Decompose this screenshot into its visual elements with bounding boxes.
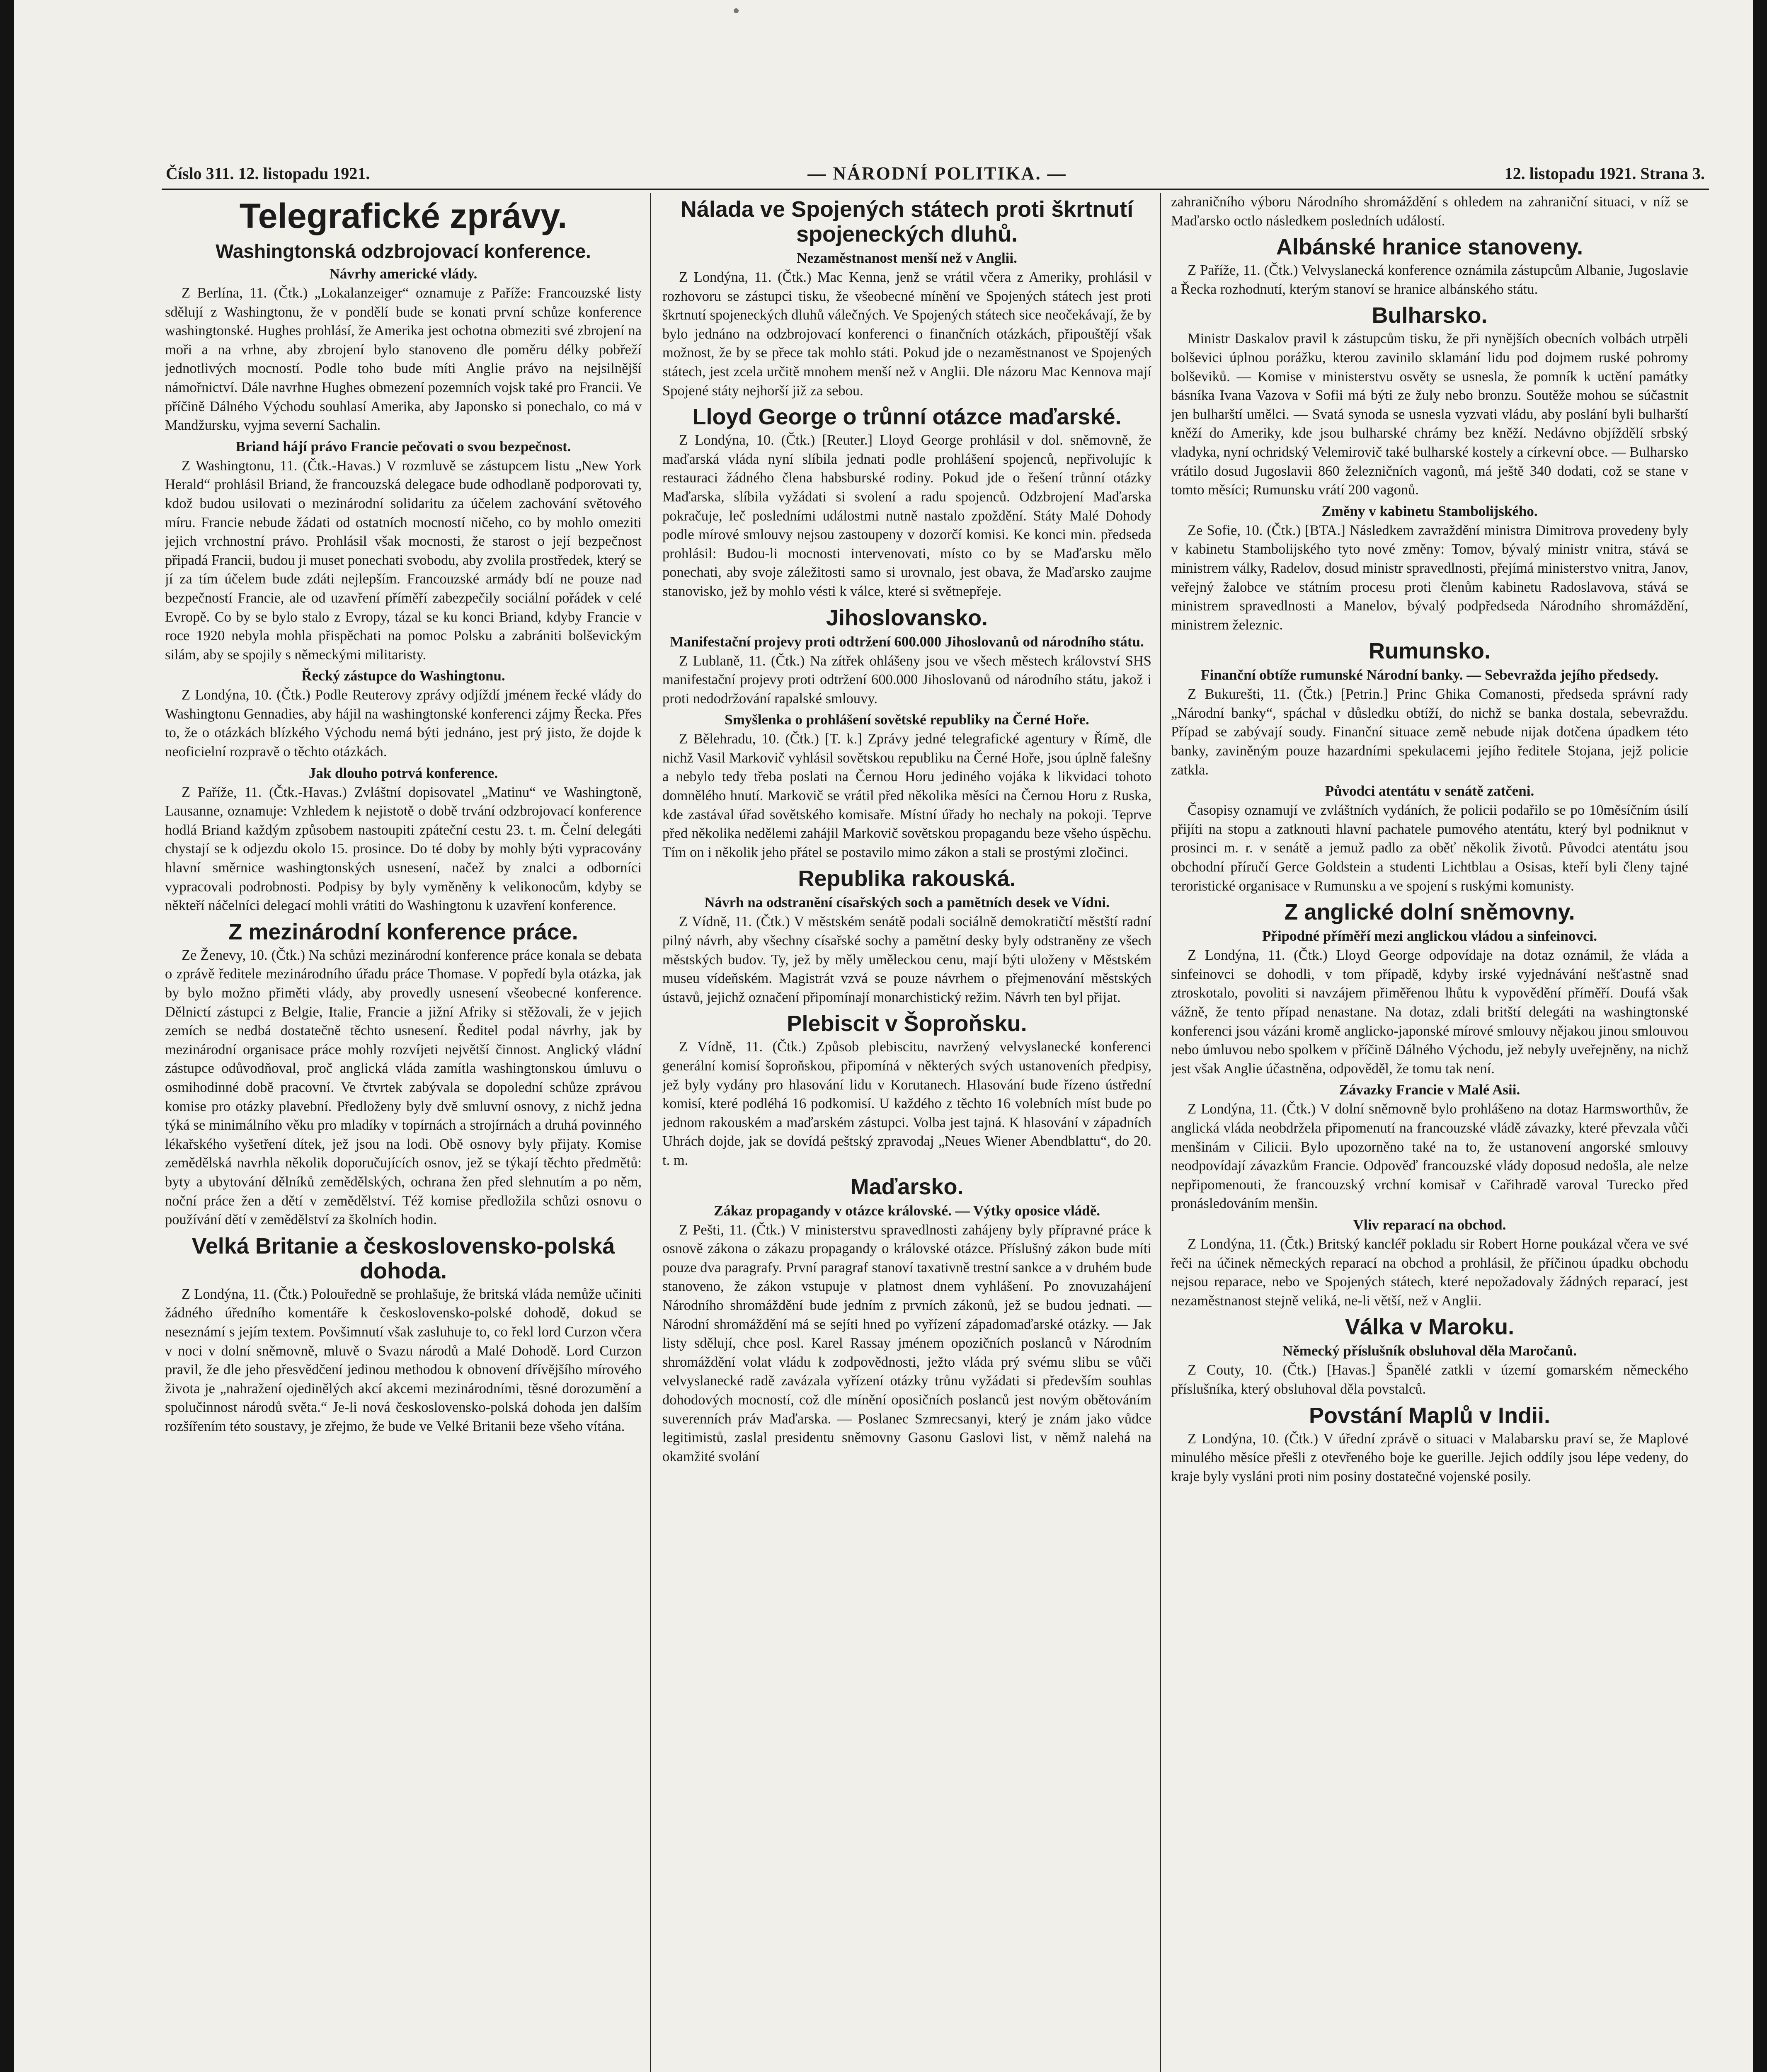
article-paragraph: Z Bukurešti, 11. (Čtk.) [Petrin.] Princ Ghika Comanosti, předseda správní rady „Národní banky“, spáchal v důsledku obtíží, do nichž se banka dostala, sebevraždu. Případ se zabývají soudy. Finanční situace země nebude nijak dotčena úpadkem této banky, zaviněným pouze hazardními spekulacemi jejího ředitele Stojana, jejž policie zatkla. (1171, 686, 1688, 778)
article-paragraph: Z Londýna, 10. (Čtk.) V úřední zprávě o situaci v Malabarsku praví se, že Maplové minulého měsíce přešli z otevřeného boje ke guerille. Jejich oddíly jsou lépe vedeny, do kraje byly vysláni proti nim posiny dostatečné vojenské posily. (1171, 1431, 1688, 1484)
newspaper-title: — NÁRODNÍ POLITIKA. — (807, 163, 1067, 184)
article-paragraph: Z Bělehradu, 10. (Čtk.) [T. k.] Zprávy jedné telegrafické agentury v Římě, dle nichž Vasil Markovič vyhlásil sovětskou republiku na Černé Hoře, jsou úplně falešny a nebylo tedy třeba poslati na Černou Horu jediného vojáka k likvidaci tohoto domnělého hnutí. Markovič se vrátil před několika měsíci na Černou Horu z Ruska, kde zastával úřad sovětského komisaře. Místní úřady ho nechaly na pokoji. Teprve před několika nedělemi zahájil Markovič sovětskou propagandu beze všeho úspěchu. Tím on i několik jeho přátel se postavilo mimo zákon a stali se prostými zločinci. (662, 731, 1151, 860)
article-paragraph: Z Berlína, 11. (Čtk.) „Lokalanzeiger“ oznamuje z Paříže: Francouzské listy sdělují z Washingtonu, že v pondělí bude se konati první schůze konference washingtonské. Hughes prohlásí, že Amerika jest ochotna obmeziti své zbrojení na moři a na vrhne, aby zbrojení bylo stanoveno dle poměru délky pobřeží jednotlivých mocností. Podle toho bude míti Anglie právo na nejsilnější námořnictví. Dále navrhne Hughes obmezení pozemních vojsk také pro Francii. Ve příčině Dálného Východu souhlasí Amerika, aby Japonsko si ponechalo, co má v Mandžursku, vyjma severní Sachalin. (165, 285, 642, 433)
article-paragraph: Z Pešti, 11. (Čtk.) V ministerstvu spravedlnosti zahájeny byly přípravné práce k osnově zákona o zákazu propagandy o královské otázce. Příslušný zákon bude míti pouze dva paragrafy. První paragraf stanoví taxativně trestní sankce a v druhém bude stanoveno, že zákon vstupuje v platnost dnem vyhlášení. Po znovuzahájení Národního shromáždění bude jedním z prvních zákonů, jež se budou jednati. — Národní shromáždění má se sejíti hned po vyřízení západomaďarské otázky. — Jak listy sdělují, chce posl. Karel Rassay jménem opozičních poslanců v Národním shromáždění volat vládu k zodpovědnosti, ježto vláda prý svému slibu se vůči velvyslanecké radě zavázala vyřízení otázky trůnu vyžádati si především souhlas dohodových mocností, což dle mínění oposičních poslanců jest novým obětováním suverenních práv Maďarska. — Poslanec Szmrecsanyi, který je znám jako vůdce legitimistů, zaslal presidentu sněmovny Gasonu Gaslovi list, v němž nalehá na okamžité svolání (662, 1222, 1151, 1464)
header-right: 12. listopadu 1921. Strana 3. (1504, 164, 1705, 183)
subhead-primeri: Připodné příměří mezi anglickou vládou a sinfeinovci. (1262, 928, 1597, 944)
subhead-smyslenka: Smyšlenka o prohlášení sovětské republiky na Černé Hoře. (725, 712, 1089, 728)
column-1 (165, 193, 642, 2072)
article-paragraph: Z Vídně, 11. (Čtk.) V městském senátě podali sociálně demokratičtí městští radní pilný návrh, aby všechny císařské sochy a pamětní desky byly odstraněny ze všech městských budov. Ty, jež by měly uměleckou cenu, mají býti uloženy v Městském museu vídeňském. Magistrát vzvá se pouze návrhem o přejmenování městských ústavů, jejichž označení připomínají monarchistický režim. Návrh ten byl přijat. (662, 914, 1151, 1005)
headline-valka-v-maroku: Válka v Maroku. (1345, 1314, 1515, 1340)
headline-bulharsko: Bulharsko. (1372, 303, 1488, 328)
headline-rumunsko: Rumunsko. (1368, 639, 1491, 664)
subhead-manifestacni-projevy: Manifestační projevy proti odtržení 600.000 Jihoslovanů od národního státu. (670, 633, 1144, 650)
header-left: Číslo 311. 12. listopadu 1921. (166, 164, 370, 183)
page-header (166, 161, 1705, 186)
scan-edge-left (0, 0, 14, 2072)
article-paragraph: Z Londýna, 10. (Čtk.) Podle Reuterovy zprávy odjíždí jménem řecké vlády do Washingtonu Gennadies, aby hájil na washingtonské konferenci zájmy Řecka. Přes to, že o otázkách blízkého Východu nemá býti jednáno, jest prý jisto, že dojde k neoficielní rozpravě o těchto otázkách. (165, 687, 642, 760)
scan-edge-right (1753, 0, 1767, 2072)
subhead-puvodci-atentatu: Původci atentátu v senátě zatčeni. (1325, 783, 1534, 799)
article-paragraph: Z Couty, 10. (Čtk.) [Havas.] Španělé zatkli v území gomarském německého příslušníka, který obsluhoval děla povstalců. (1171, 1362, 1688, 1397)
subhead-vliv-reparaci: Vliv reparací na obchod. (1353, 1216, 1506, 1233)
subhead-recky-zastupce: Řecký zástupce do Washingtonu. (301, 668, 505, 684)
article-paragraph: Z Londýna, 11. (Čtk.) V dolní sněmovně bylo prohlášeno na dotaz Harmsworthův, že anglická vláda neobdržela připomenutí na francouzské vládě závazky, které převzala vůči menšinám v Cilicii. Bylo upozorněno také na to, že ustanovení angorské smlouvy neodpovídají závazkům Francie. Odpověď francouzské vlády doposud nedošla, ale nelze nepřipomenouti, že francouzský vrchní komisař v Cařihradě varoval Turecko před pronásledováním menšin. (1171, 1101, 1688, 1212)
subhead-briand: Briand hájí právo Francie pečovati o svou bezpečnost. (235, 438, 571, 455)
headline-plebiscit: Plebiscit v Šoproňsku. (787, 1011, 1027, 1036)
headline-povstani-maplu: Povstání Maplů v Indii. (1309, 1403, 1551, 1428)
subhead-nezamestnanost: Nezaměstnanost menší než v Anglii. (797, 250, 1017, 266)
article-paragraph-continued: zahraničního výboru Národního shromáždění s ohledem na zahraniční situaci, v níž se Maďarsko octlo následkem posledních událostí. (1171, 194, 1688, 229)
ink-dot (734, 8, 739, 13)
article-paragraph: Z Lublaně, 11. (Čtk.) Na zítřek ohlášeny jsou ve všech městech království SHS manifestační projevy proti odtržení 600.000 Jihoslovanů od národního státu, jakož i proti nedodržování rapalské smlouvy. (662, 653, 1151, 707)
article-paragraph: Z Londýna, 11. (Čtk.) Britský kancléř pokladu sir Robert Horne poukázal včera ve své řeči na účinek německých reparací na obchod a prohlásil, že příčinou úpadku obchodu nejsou reparace, nebo ve Spojených státech, které nepožadovaly žádných reparací, jest nezaměstnanost stejně veliká, ne-li větší, než v Anglii. (1171, 1236, 1688, 1309)
headline-washington-conference: Washingtonská odzbrojovací konference. (216, 240, 591, 262)
headline-nalada-spojene-staty: Nálada ve Spojených státech proti škrtnutí spojeneckých dluhů. (680, 197, 1134, 247)
column-divider-2 (1160, 193, 1161, 2072)
article-paragraph: Z Vídně, 11. (Čtk.) Způsob plebiscitu, navržený velvyslanecké konferenci generální komisí šoproňskou, připomíná v některých svých ustanoveních předpisy, jež byly vydány pro hlasování lidu v Korutanech. Hlasování bude řízeno ústřední komisí, které podléhá 16 podkomisí. U každého z těchto 16 volebních míst bude po jednom rakouském a maďarském zástupci. Volba jest tajná. K hlasování v západních Uhrách dojde, jak se dovídá peštský zpravodaj „Neues Wiener Abendblattu“, do 20. t. m. (662, 1039, 1151, 1168)
headline-velka-britanie: Velká Britanie a československo-polská dohoda. (191, 1233, 615, 1283)
subhead-financni-obtize: Finanční obtíže rumunské Národní banky. — Sebevražda jejího předsedy. (1201, 667, 1658, 683)
headline-madarsko: Maďarsko. (850, 1174, 964, 1199)
subhead-zavazky-francie: Závazky Francie v Malé Asii. (1339, 1082, 1520, 1098)
headline-dolni-snemovna: Z anglické dolní sněmovny. (1284, 900, 1575, 925)
article-paragraph: Z Londýna, 11. (Čtk.) Lloyd George odpovídaje na dotaz oznámil, že vláda a sinfeinovci se dohodli, v tom případě, kdyby irské vyjednávání nešťastně snad ztroskotalo, povoliti si navzájem přiměřenou lhůtu k vypovědění příměří. Doufá však vážně, že tento případ nenastane. Na dotaz, zdali britští delegáti na washingtonské konferenci jsou vázáni kromě anglicko-japonské mírové smlouvy nějakou jinou smlouvou nebo úmluvou nebo spolkem v příčině Dálného Východu, jež nebyly uveřejněny, na nichž jest však Anglie účastněna, odpověděl, že tomu tak není. (1171, 947, 1688, 1077)
headline-lloyd-george-trunni: Lloyd George o trůnní otázce maďarské. (692, 404, 1122, 430)
article-paragraph: Z Londýna, 10. (Čtk.) [Reuter.] Lloyd George prohlásil v dol. sněmovně, že maďarská vláda nyní slíbila jednati podle prohlášení spojenců, nepřivolujíc k restauraci žádného člena habsburské rodiny. Pokud jde o řešení trůnní otázky Maďarska, slíbila vyžádati si svolení a radu spojenců. Odzbrojení Maďarska pokračuje, leč posledními událostmi nutně nastalo zpoždění. Státy Malé Dohody podle mírové smlouvy nejsou zastoupeny v dozorčí komisi. Ke konci min. předseda prohlásil: Budou-li mocnosti intervenovati, místo co by se Maďarsku mělo ponechati, aby svoje záležitosti samo si urovnalo, jest obava, že Maďarsko zaujme stanovisko, jež by mohlo vésti k válce, které si světnepřeje. (662, 432, 1151, 599)
article-paragraph: Ministr Daskalov pravil k zástupcům tisku, že při nynějších obecních volbách utrpěli bolševici úplnou porážku, kterou zavinilo sklamání lidu pod dojmem ruské pohromy bolševiků. — Komise v ministerstvu osvěty se usnesla, že pomník k uctění památky básníka Ivana Vazova v Sofii má býti ze žuly nebo bronzu. Soutěže mohou se súčastnit jen bulharští umělci. — Svatá synoda se usnesla vyzvati vládu, aby poslání byli bulharští kněží do Ameriky, kde jsou bulharské chrámy bez kněží. Nedávno objíždělí srbský vladyka, nyní ochridský Velemirovič také bulharské kostely a církevní obce. — Bulharsko vrátilo dosud Jugoslavii 860 železničních vagonů, má ještě 340 dodati, což se stane v tomto měsíci; Rumunsku vrátí 200 vagonů. (1171, 331, 1688, 498)
subhead-nemecky-prislusnik: Německý příslušník obsluhoval děla Maročanů. (1282, 1343, 1577, 1359)
subhead-zmeny-kabinetu: Změny v kabinetu Stambolijského. (1321, 503, 1538, 519)
subhead-navrhy: Návrhy americké vlády. (329, 266, 478, 282)
article-paragraph: Z Londýna, 11. (Čtk.) Mac Kenna, jenž se vrátil včera z Ameriky, prohlásil v rozhovoru se zástupci tisku, že všeobecné mínění ve Spojených státech jest proti škrtnutí spojeneckých dluhů válečných. Ve Spojených státech sice neočekávají, že by bylo jednáno na odzbrojovací konferenci o finančních otázkách, připouštějí však možnost, že by se přece tak mohlo státi. Pokud jde o nezaměstnanost ve Spojených státech, jest zcela určitě mnohem menší než v Anglii. Dle názoru Mac Kennova mají Spojené státy nejhorší již za sebou. (662, 269, 1151, 399)
article-paragraph: Z Paříže, 11. (Čtk.-Havas.) Zvláštní dopisovatel „Matinu“ ve Washingtoně, Lausanne, oznamuje: Vzhledem k nejistotě o době trvání odzbrojovací konference hodlá Briand každým způsobem nastoupiti zpáteční cestu 23. t. m. Čelní delegáti chystají se k odjezdu okolo 15. prosince. Do té doby by mohly býti vypracovány hlavní směrnice washingtonských usnesení, načež by znalci a odborníci vypracovali podrobnosti. Podpisy by byly vyměněny k velikonocům, kdyby se někteří náčelníci delegací mohli vrátiti do Washingtonu k uzavření konference. (165, 784, 642, 914)
subhead-zakaz-propagandy: Zákaz propagandy v otázce královské. — Výtky oposice vládě. (713, 1202, 1100, 1219)
section-title-telegraficke-zpravy: Telegrafické zprávy. (239, 196, 567, 235)
column-3 (1171, 193, 1688, 2072)
article-paragraph: Z Londýna, 11. (Čtk.) Polouředně se prohlašuje, že britská vláda nemůže učiniti žádného úředního komentáře k československo-polské dohodě, dokud se neseznámí s jejím textem. Povšimnutí však zasluhuje to, co řekl lord Curzon včera v noci v dolní sněmovně, mluvě o Svazu národů a Malé Dohodě. Lord Curzon pravil, že dle jeho přesvědčení jedinou methodou k obnovení dřívějšího mírového života je „nahražení ojedinělých akcí akcemi mezinárodními, těsné dorozumění a spolučinnost národů světa.“ Je-li nová československo-polská dohoda jen dalším rozšířením této soustavy, je zřejmo, že bude ve Velké Britanii beze všeho vítána. (165, 1286, 642, 1434)
headline-albanske-hranice: Albánské hranice stanoveny. (1276, 235, 1583, 260)
headline-konference-prace: Z mezinárodní konference práce. (228, 919, 578, 944)
article-paragraph: Ze Ženevy, 10. (Čtk.) Na schůzi mezinárodní konference práce konala se debata o zprávě ředitele mezinárodního úřadu práce Thomase. V popředí byla otázka, jak by bylo možno přiměti vlády, aby provedly usnesení všeobecné konference. Dělnictí zástupci z Belgie, Italie, Francie a jižní Afriky si stěžovali, že v jejich zemích se nedbá dostatečně těchto usnesení. Ředitel podal návrhy, jak by mezinárodní organisace práce mohly rozvíjeti největší činnost. Anglický vládní zástupce odůvodňoval, proč anglická vláda zamítla washingtonskou úmluvu o osmihodinné době pracovní. Ve čtvrtek zabývala se dopolední schůze zprávou komise pro otázky plavební. Předloženy byly dvě smluvní osnovy, z nichž jedna týká se minimálního věku pro mladíky v topírnách a strojírnách a druhá povinného lékařského vyšetření dítek, jež jsou na lodi. Obě osnovy byly přijaty. Komise zemědělská navrhla několik doporučujících osnov, jež se týkají těchto předmětů: byty a ubytování dělníků zemědělských, ochrana žen před slehnutím a po něm, noční práce žen a dětí v zemědělství. Též komise předložila schůzi osnovu o používání dětí v zemědělství za školních hodin. (165, 947, 642, 1228)
subhead-jak-dlouho: Jak dlouho potrvá konference. (308, 765, 498, 781)
headline-republika-rakouska: Republika rakouská. (798, 866, 1016, 891)
article-paragraph: Z Washingtonu, 11. (Čtk.-Havas.) V rozmluvě se zástupcem listu „New York Herald“ prohlásil Briand, že francouzská delegace bude odhodlaně podporovati ty, kdož budou usilovati o mezinárodní solidaritu za účelem zachování světového míru. Francie nebude žádati od ostatních mocností ničeho, co by mohlo omeziti jejich vrchnostní právo. Prohlásil však mocnosti, že starost o její bezpečnost připadá Francii, budou ji muset ponechati svobodu, aby zvolila prostředek, který se jí za tím účelem bude zdáti nejlepším. Francouzské armády bdí ne pouze nad bezpečností Francie, ale od uzavření příměří zabezpečily sociální pořádek v celé Evropě. Co by se bylo stalo z Evropy, tázal se ku konci Briand, kdyby Francie v roce 1920 nebyla mohla přispěchati na pomoc Polsku a zabrániti bolševickým silám, aby se spojily s německými militaristy. (165, 457, 642, 663)
article-paragraph: Z Paříže, 11. (Čtk.) Velvyslanecká konference oznámila zástupcům Albanie, Jugoslavie a Řecka rozhodnutí, kterým stanoví se hranice albánského státu. (1171, 262, 1688, 297)
subhead-cisarske-sochy: Návrh na odstranění císařských soch a pamětních desek ve Vídni. (704, 894, 1110, 911)
column-2 (662, 193, 1151, 2072)
headline-jihoslovansko: Jihoslovansko. (826, 605, 988, 630)
header-rule (162, 189, 1709, 190)
column-divider-1 (650, 193, 651, 2072)
article-paragraph: Časopisy oznamují ve zvláštních vydáních, že policii podařilo se po 10měsíčním úsilí přijíti na stopu a zatknouti hlavní pachatele pumového atentátu, který byl podniknut v prosinci m. r. v senátě a jemuž padlo za oběť několik životů. Původci atentátu jsou obchodní příručí Gerce Goldstein a studenti Lichtblau a Osisas, kteří byli členy tajné teroristické organisace v Rumunsku a ve spojení s ruskými komunisty. (1171, 802, 1688, 894)
article-paragraph: Ze Sofie, 10. (Čtk.) [BTA.] Následkem zavraždění ministra Dimitrova provedeny byly v kabinetu Stambolijského tyto nové změny: Tomov, bývalý ministr vnitra, stává se ministrem války, Radelov, dosud ministr spravedlnosti, přejímá ministerstvo vnitra, Janov, veřejný žalobce ve státním procesu proti členům kabinetu Radoslavova, stává se ministrem spravedlnosti a Manelov, bývalý podpředseda Národního shromáždění, ministrem železnic. (1171, 522, 1688, 633)
